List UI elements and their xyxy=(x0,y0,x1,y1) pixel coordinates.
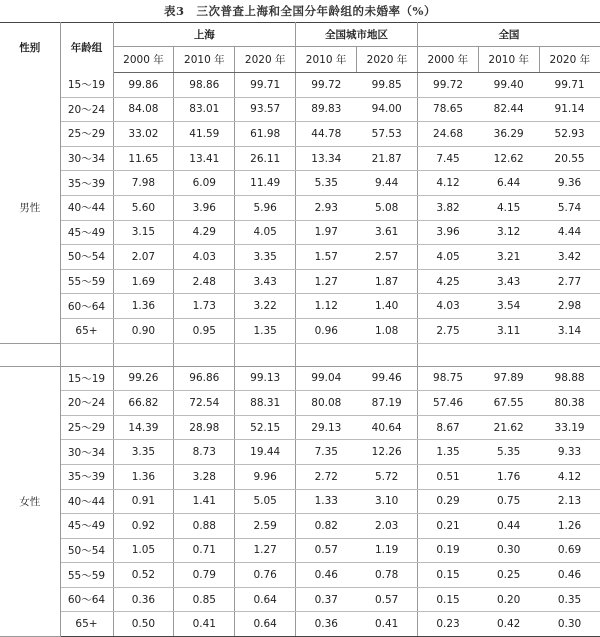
rate-cell: 1.36 xyxy=(113,294,174,319)
header-year: 2010 年 xyxy=(296,47,357,73)
rate-cell: 89.83 xyxy=(296,97,357,122)
rate-cell: 13.34 xyxy=(296,146,357,171)
age-group-cell: 35～39 xyxy=(60,464,113,489)
rate-cell: 1.69 xyxy=(113,269,174,294)
rate-cell: 6.09 xyxy=(174,171,235,196)
rate-cell: 12.26 xyxy=(357,440,418,465)
rate-cell: 61.98 xyxy=(235,122,296,147)
spacer-cell xyxy=(296,343,357,366)
rate-cell: 3.54 xyxy=(478,294,539,319)
rate-cell: 4.03 xyxy=(417,294,478,319)
rate-cell: 0.25 xyxy=(478,563,539,588)
rate-cell: 3.15 xyxy=(113,220,174,245)
spacer-cell xyxy=(235,343,296,366)
header-year: 2000 年 xyxy=(113,47,174,73)
rate-cell: 1.40 xyxy=(357,294,418,319)
header-age-group: 年龄组 xyxy=(60,23,113,73)
rate-cell: 2.13 xyxy=(539,489,600,514)
unmarried-rate-table xyxy=(0,22,600,637)
rate-cell: 2.57 xyxy=(357,245,418,270)
rate-cell: 98.75 xyxy=(417,366,478,391)
rate-cell: 0.15 xyxy=(417,587,478,612)
rate-cell: 0.46 xyxy=(539,563,600,588)
spacer-cell xyxy=(0,343,60,366)
rate-cell: 9.36 xyxy=(539,171,600,196)
rate-cell: 12.62 xyxy=(478,146,539,171)
rate-cell: 1.35 xyxy=(235,318,296,343)
rate-cell: 0.52 xyxy=(113,563,174,588)
rate-cell: 1.76 xyxy=(478,464,539,489)
rate-cell: 9.96 xyxy=(235,464,296,489)
rate-cell: 20.55 xyxy=(539,146,600,171)
rate-cell: 0.82 xyxy=(296,514,357,539)
table-row xyxy=(0,294,600,319)
age-group-cell: 30～34 xyxy=(60,146,113,171)
rate-cell: 93.57 xyxy=(235,97,296,122)
rate-cell: 1.35 xyxy=(417,440,478,465)
rate-cell: 4.12 xyxy=(539,464,600,489)
table-row xyxy=(0,73,600,98)
rate-cell: 72.54 xyxy=(174,391,235,416)
rate-cell: 7.98 xyxy=(113,171,174,196)
table-row xyxy=(0,514,600,539)
rate-cell: 2.77 xyxy=(539,269,600,294)
age-group-cell: 35～39 xyxy=(60,171,113,196)
rate-cell: 3.28 xyxy=(174,464,235,489)
age-group-cell: 15～19 xyxy=(60,73,113,98)
rate-cell: 21.87 xyxy=(357,146,418,171)
rate-cell: 99.85 xyxy=(357,73,418,98)
rate-cell: 0.41 xyxy=(174,612,235,637)
rate-cell: 82.44 xyxy=(478,97,539,122)
rate-cell: 0.64 xyxy=(235,612,296,637)
rate-cell: 57.53 xyxy=(357,122,418,147)
rate-cell: 0.37 xyxy=(296,587,357,612)
age-group-cell: 25～29 xyxy=(60,415,113,440)
header-year: 2020 年 xyxy=(357,47,418,73)
rate-cell: 0.46 xyxy=(296,563,357,588)
rate-cell: 99.40 xyxy=(478,73,539,98)
rate-cell: 5.05 xyxy=(235,489,296,514)
rate-cell: 94.00 xyxy=(357,97,418,122)
rate-cell: 11.65 xyxy=(113,146,174,171)
rate-cell: 19.44 xyxy=(235,440,296,465)
rate-cell: 8.73 xyxy=(174,440,235,465)
rate-cell: 0.57 xyxy=(357,587,418,612)
header-year: 2020 年 xyxy=(539,47,600,73)
rate-cell: 1.33 xyxy=(296,489,357,514)
rate-cell: 0.19 xyxy=(417,538,478,563)
rate-cell: 4.12 xyxy=(417,171,478,196)
rate-cell: 3.82 xyxy=(417,195,478,220)
rate-cell: 99.46 xyxy=(357,366,418,391)
rate-cell: 4.05 xyxy=(235,220,296,245)
table-row xyxy=(0,440,600,465)
rate-cell: 1.26 xyxy=(539,514,600,539)
rate-cell: 3.96 xyxy=(417,220,478,245)
rate-cell: 78.65 xyxy=(417,97,478,122)
rate-cell: 80.38 xyxy=(539,391,600,416)
rate-cell: 0.88 xyxy=(174,514,235,539)
rate-cell: 0.20 xyxy=(478,587,539,612)
spacer-cell xyxy=(357,343,418,366)
table-row xyxy=(0,195,600,220)
rate-cell: 3.42 xyxy=(539,245,600,270)
rate-cell: 1.27 xyxy=(235,538,296,563)
rate-cell: 4.29 xyxy=(174,220,235,245)
rate-cell: 1.97 xyxy=(296,220,357,245)
spacer-cell xyxy=(113,343,174,366)
rate-cell: 0.92 xyxy=(113,514,174,539)
rate-cell: 6.44 xyxy=(478,171,539,196)
rate-cell: 33.19 xyxy=(539,415,600,440)
table-row xyxy=(0,563,600,588)
rate-cell: 44.78 xyxy=(296,122,357,147)
rate-cell: 1.27 xyxy=(296,269,357,294)
header-year: 2020 年 xyxy=(235,47,296,73)
rate-cell: 87.19 xyxy=(357,391,418,416)
rate-cell: 2.93 xyxy=(296,195,357,220)
rate-cell: 5.96 xyxy=(235,195,296,220)
rate-cell: 5.72 xyxy=(357,464,418,489)
age-group-cell: 20～24 xyxy=(60,97,113,122)
rate-cell: 1.41 xyxy=(174,489,235,514)
rate-cell: 1.05 xyxy=(113,538,174,563)
age-group-cell: 55～59 xyxy=(60,563,113,588)
rate-cell: 0.29 xyxy=(417,489,478,514)
rate-cell: 88.31 xyxy=(235,391,296,416)
rate-cell: 0.50 xyxy=(113,612,174,637)
section-spacer-row xyxy=(0,343,600,366)
rate-cell: 83.01 xyxy=(174,97,235,122)
sex-cell: 男性 xyxy=(0,73,60,344)
rate-cell: 2.03 xyxy=(357,514,418,539)
rate-cell: 40.64 xyxy=(357,415,418,440)
rate-cell: 13.41 xyxy=(174,146,235,171)
table-row xyxy=(0,612,600,637)
header-year: 2000 年 xyxy=(417,47,478,73)
rate-cell: 0.41 xyxy=(357,612,418,637)
rate-cell: 3.35 xyxy=(235,245,296,270)
rate-cell: 1.57 xyxy=(296,245,357,270)
rate-cell: 4.25 xyxy=(417,269,478,294)
table-row xyxy=(0,464,600,489)
rate-cell: 3.35 xyxy=(113,440,174,465)
rate-cell: 9.33 xyxy=(539,440,600,465)
rate-cell: 3.12 xyxy=(478,220,539,245)
rate-cell: 29.13 xyxy=(296,415,357,440)
rate-cell: 0.85 xyxy=(174,587,235,612)
rate-cell: 1.36 xyxy=(113,464,174,489)
rate-cell: 0.30 xyxy=(539,612,600,637)
rate-cell: 3.10 xyxy=(357,489,418,514)
rate-cell: 3.14 xyxy=(539,318,600,343)
rate-cell: 0.96 xyxy=(296,318,357,343)
rate-cell: 99.72 xyxy=(417,73,478,98)
rate-cell: 8.67 xyxy=(417,415,478,440)
header-group-national: 全国 xyxy=(417,23,600,47)
rate-cell: 0.91 xyxy=(113,489,174,514)
rate-cell: 28.98 xyxy=(174,415,235,440)
rate-cell: 0.30 xyxy=(478,538,539,563)
rate-cell: 2.75 xyxy=(417,318,478,343)
rate-cell: 9.44 xyxy=(357,171,418,196)
table-row xyxy=(0,538,600,563)
table-row xyxy=(0,97,600,122)
header-year: 2010 年 xyxy=(174,47,235,73)
rate-cell: 4.44 xyxy=(539,220,600,245)
rate-cell: 2.98 xyxy=(539,294,600,319)
spacer-cell xyxy=(539,343,600,366)
spacer-cell xyxy=(417,343,478,366)
rate-cell: 0.71 xyxy=(174,538,235,563)
age-group-cell: 30～34 xyxy=(60,440,113,465)
rate-cell: 0.21 xyxy=(417,514,478,539)
rate-cell: 0.35 xyxy=(539,587,600,612)
rate-cell: 2.59 xyxy=(235,514,296,539)
rate-cell: 5.60 xyxy=(113,195,174,220)
rate-cell: 0.36 xyxy=(113,587,174,612)
rate-cell: 24.68 xyxy=(417,122,478,147)
rate-cell: 5.35 xyxy=(478,440,539,465)
rate-cell: 3.96 xyxy=(174,195,235,220)
rate-cell: 33.02 xyxy=(113,122,174,147)
rate-cell: 0.51 xyxy=(417,464,478,489)
rate-cell: 52.15 xyxy=(235,415,296,440)
table-row xyxy=(0,245,600,270)
rate-cell: 3.21 xyxy=(478,245,539,270)
table-row xyxy=(0,391,600,416)
age-group-cell: 40～44 xyxy=(60,489,113,514)
rate-cell: 5.35 xyxy=(296,171,357,196)
rate-cell: 1.12 xyxy=(296,294,357,319)
table-row xyxy=(0,366,600,391)
rate-cell: 99.71 xyxy=(235,73,296,98)
rate-cell: 3.43 xyxy=(478,269,539,294)
table-row xyxy=(0,489,600,514)
age-group-cell: 50～54 xyxy=(60,245,113,270)
rate-cell: 11.49 xyxy=(235,171,296,196)
table-row xyxy=(0,587,600,612)
rate-cell: 84.08 xyxy=(113,97,174,122)
rate-cell: 0.57 xyxy=(296,538,357,563)
rate-cell: 0.42 xyxy=(478,612,539,637)
header-year: 2010 年 xyxy=(478,47,539,73)
rate-cell: 5.08 xyxy=(357,195,418,220)
rate-cell: 41.59 xyxy=(174,122,235,147)
rate-cell: 21.62 xyxy=(478,415,539,440)
rate-cell: 0.78 xyxy=(357,563,418,588)
spacer-cell xyxy=(60,343,113,366)
table-row xyxy=(0,415,600,440)
rate-cell: 0.76 xyxy=(235,563,296,588)
rate-cell: 0.23 xyxy=(417,612,478,637)
age-group-cell: 45～49 xyxy=(60,514,113,539)
rate-cell: 0.64 xyxy=(235,587,296,612)
rate-cell: 99.86 xyxy=(113,73,174,98)
header-group-national-urban: 全国城市地区 xyxy=(296,23,418,47)
table-row xyxy=(0,146,600,171)
header-sex: 性别 xyxy=(0,23,60,73)
age-group-cell: 40～44 xyxy=(60,195,113,220)
spacer-cell xyxy=(174,343,235,366)
rate-cell: 0.15 xyxy=(417,563,478,588)
table-row xyxy=(0,220,600,245)
rate-cell: 36.29 xyxy=(478,122,539,147)
rate-cell: 0.90 xyxy=(113,318,174,343)
table-caption: 表3 三次普查上海和全国分年龄组的未婚率（%） xyxy=(164,4,436,18)
rate-cell: 1.73 xyxy=(174,294,235,319)
rate-cell: 4.15 xyxy=(478,195,539,220)
rate-cell: 0.69 xyxy=(539,538,600,563)
rate-cell: 66.82 xyxy=(113,391,174,416)
rate-cell: 14.39 xyxy=(113,415,174,440)
rate-cell: 26.11 xyxy=(235,146,296,171)
age-group-cell: 25～29 xyxy=(60,122,113,147)
rate-cell: 0.44 xyxy=(478,514,539,539)
age-group-cell: 45～49 xyxy=(60,220,113,245)
rate-cell: 4.03 xyxy=(174,245,235,270)
rate-cell: 2.48 xyxy=(174,269,235,294)
rate-cell: 1.19 xyxy=(357,538,418,563)
rate-cell: 3.22 xyxy=(235,294,296,319)
rate-cell: 1.87 xyxy=(357,269,418,294)
age-group-cell: 50～54 xyxy=(60,538,113,563)
rate-cell: 67.55 xyxy=(478,391,539,416)
rate-cell: 7.35 xyxy=(296,440,357,465)
age-group-cell: 55～59 xyxy=(60,269,113,294)
rate-cell: 1.08 xyxy=(357,318,418,343)
rate-cell: 98.86 xyxy=(174,73,235,98)
rate-cell: 99.71 xyxy=(539,73,600,98)
table-row xyxy=(0,269,600,294)
header-group-shanghai: 上海 xyxy=(113,23,296,47)
rate-cell: 0.79 xyxy=(174,563,235,588)
age-group-cell: 65+ xyxy=(60,612,113,637)
age-group-cell: 65+ xyxy=(60,318,113,343)
age-group-cell: 20～24 xyxy=(60,391,113,416)
rate-cell: 96.86 xyxy=(174,366,235,391)
table-row xyxy=(0,171,600,196)
rate-cell: 97.89 xyxy=(478,366,539,391)
rate-cell: 52.93 xyxy=(539,122,600,147)
rate-cell: 3.43 xyxy=(235,269,296,294)
rate-cell: 2.72 xyxy=(296,464,357,489)
age-group-cell: 60～64 xyxy=(60,294,113,319)
rate-cell: 3.61 xyxy=(357,220,418,245)
table-body xyxy=(0,73,600,637)
rate-cell: 99.72 xyxy=(296,73,357,98)
rate-cell: 0.36 xyxy=(296,612,357,637)
spacer-cell xyxy=(478,343,539,366)
rate-cell: 99.26 xyxy=(113,366,174,391)
table-row xyxy=(0,318,600,343)
age-group-cell: 60～64 xyxy=(60,587,113,612)
age-group-cell: 15～19 xyxy=(60,366,113,391)
rate-cell: 0.75 xyxy=(478,489,539,514)
rate-cell: 2.07 xyxy=(113,245,174,270)
rate-cell: 99.04 xyxy=(296,366,357,391)
table-row xyxy=(0,122,600,147)
rate-cell: 91.14 xyxy=(539,97,600,122)
rate-cell: 3.11 xyxy=(478,318,539,343)
sex-cell: 女性 xyxy=(0,366,60,637)
rate-cell: 4.05 xyxy=(417,245,478,270)
rate-cell: 98.88 xyxy=(539,366,600,391)
rate-cell: 57.46 xyxy=(417,391,478,416)
rate-cell: 99.13 xyxy=(235,366,296,391)
rate-cell: 80.08 xyxy=(296,391,357,416)
rate-cell: 5.74 xyxy=(539,195,600,220)
rate-cell: 0.95 xyxy=(174,318,235,343)
rate-cell: 7.45 xyxy=(417,146,478,171)
